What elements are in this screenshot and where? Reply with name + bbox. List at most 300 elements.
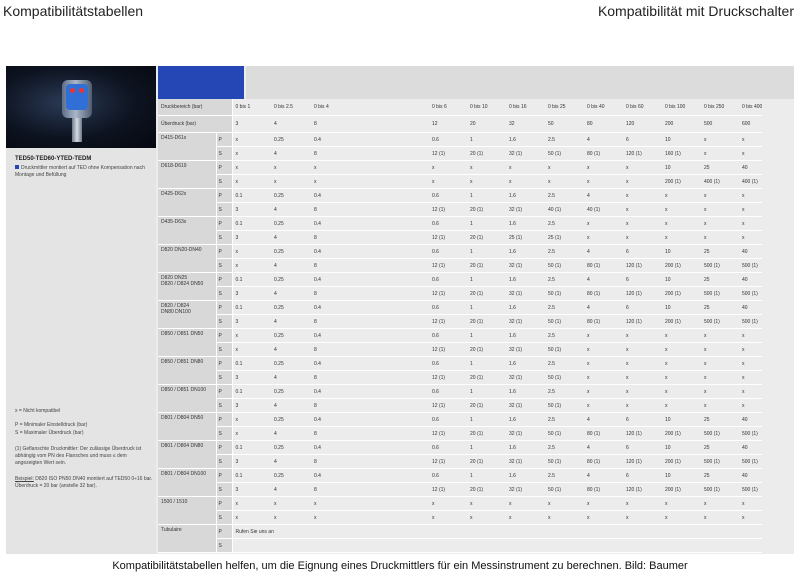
table-cell: 500 (1) xyxy=(701,483,739,497)
table-cell: x xyxy=(506,161,545,175)
table-cell: 0.4 xyxy=(311,217,350,231)
table-cell: 12 (1) xyxy=(429,427,467,441)
table-cell: 0.6 xyxy=(429,189,467,203)
table-row xyxy=(158,357,762,371)
table-cell: x xyxy=(701,385,739,399)
header-cell: 0 bis 60 xyxy=(623,99,662,116)
table-cell: x xyxy=(739,133,762,147)
gap-cell xyxy=(350,315,429,329)
table-cell: 8 xyxy=(311,343,350,357)
table-cell: x xyxy=(739,343,762,357)
table-cell: 4 xyxy=(584,245,623,259)
legend-s: S = Maximaler Überdruck (bar) xyxy=(15,430,84,436)
table-cell: x xyxy=(584,399,623,413)
table-cell: x xyxy=(739,189,762,203)
table-cell: 4 xyxy=(584,413,623,427)
table-cell: 4 xyxy=(271,259,311,273)
table-cell: x xyxy=(506,175,545,189)
table-row xyxy=(158,525,762,539)
p-marker: P xyxy=(216,245,232,259)
table-cell: 0.4 xyxy=(311,189,350,203)
row-label xyxy=(158,133,216,161)
gap-cell xyxy=(350,469,429,483)
table-cell: 0.6 xyxy=(429,273,467,287)
table-cell: 2.5 xyxy=(545,133,584,147)
gap-cell xyxy=(350,287,429,301)
row-label-text: D425-D62x xyxy=(161,191,187,197)
table-cell: 4 xyxy=(271,399,311,413)
table-cell: 32 (1) xyxy=(506,203,545,217)
table-cell: 500 (1) xyxy=(701,315,739,329)
s-marker: S xyxy=(216,371,232,385)
table-cell: 500 (1) xyxy=(701,427,739,441)
table-cell: x xyxy=(701,147,739,161)
row-label xyxy=(158,413,216,441)
table-cell: 20 (1) xyxy=(467,399,506,413)
table-row xyxy=(158,133,762,147)
compatibility-table xyxy=(158,99,762,553)
left-column xyxy=(6,66,156,554)
table-cell: x xyxy=(739,147,762,161)
table-cell: x xyxy=(584,217,623,231)
table-cell: 0.6 xyxy=(429,441,467,455)
row-label-text: D850 / D851 DN80 xyxy=(161,359,204,365)
row-label-text: D820 DN20-DN40 xyxy=(161,247,202,253)
table-cell: x xyxy=(701,497,739,511)
table-cell: x xyxy=(232,175,271,189)
table-cell: 0.25 xyxy=(271,301,311,315)
table-cell: x xyxy=(584,385,623,399)
table-cell: 4 xyxy=(271,427,311,441)
legend-example xyxy=(15,476,153,490)
table-cell: x xyxy=(662,511,701,525)
table-cell: 0.25 xyxy=(271,245,311,259)
table-cell: x xyxy=(271,175,311,189)
table-cell: 400 (1) xyxy=(701,175,739,189)
table-cell: 1.6 xyxy=(506,245,545,259)
table-cell: 2.5 xyxy=(545,217,584,231)
table-cell: x xyxy=(623,175,662,189)
table-cell: 3 xyxy=(232,455,271,469)
table-cell: x xyxy=(662,497,701,511)
p-marker: P xyxy=(216,385,232,399)
table-row xyxy=(158,441,762,455)
table-cell: 0.1 xyxy=(232,273,271,287)
table-cell: 50 (1) xyxy=(545,315,584,329)
s-marker: S xyxy=(216,175,232,189)
table-cell: 500 (1) xyxy=(739,483,762,497)
table-cell: 3 xyxy=(232,399,271,413)
table-cell: 32 (1) xyxy=(506,315,545,329)
table-cell: 3 xyxy=(232,483,271,497)
gap-cell xyxy=(350,203,429,217)
table-cell: x xyxy=(662,371,701,385)
table-cell: 12 (1) xyxy=(429,147,467,161)
s-marker: S xyxy=(216,315,232,329)
table-cell: 0.1 xyxy=(232,217,271,231)
table-row xyxy=(158,161,762,175)
row-label-text: D850 / D851 DN100 xyxy=(161,387,207,393)
table-cell: x xyxy=(584,329,623,343)
table-cell: x xyxy=(232,329,271,343)
table-cell: 200 (1) xyxy=(662,259,701,273)
header-cell: 0 bis 25 xyxy=(545,99,584,116)
gap-cell xyxy=(350,371,429,385)
table-cell: x xyxy=(584,357,623,371)
table-cell: x xyxy=(232,427,271,441)
table-cell: 500 (1) xyxy=(739,259,762,273)
table-cell: 10 xyxy=(662,469,701,483)
table-cell: 3 xyxy=(232,231,271,245)
p-marker: P xyxy=(216,217,232,231)
table-cell: 8 xyxy=(311,427,350,441)
range-row xyxy=(158,99,762,116)
table-cell: 0.25 xyxy=(271,357,311,371)
table-cell: 8 xyxy=(311,371,350,385)
row-label-text: D820 / D824 DN50 xyxy=(161,281,204,287)
table-cell: 32 (1) xyxy=(506,287,545,301)
row-label xyxy=(158,329,216,357)
table-cell: 10 xyxy=(662,273,701,287)
row-label xyxy=(158,273,216,301)
table-cell: 0.1 xyxy=(232,441,271,455)
table-cell: x xyxy=(739,329,762,343)
gap-cell xyxy=(350,161,429,175)
row-label xyxy=(158,497,216,525)
table-cell xyxy=(232,539,762,553)
table-cell: 0.25 xyxy=(271,329,311,343)
table-cell: x xyxy=(232,259,271,273)
p-marker: P xyxy=(216,497,232,511)
table-cell: 0.25 xyxy=(271,189,311,203)
table-row xyxy=(158,175,762,189)
table-cell: 50 (1) xyxy=(545,343,584,357)
row-label xyxy=(158,441,216,469)
gap-cell xyxy=(350,133,429,147)
gap-cell xyxy=(350,189,429,203)
bullet-square-icon xyxy=(15,165,19,169)
table-cell: 40 xyxy=(739,469,762,483)
row-label-text: D618-D619 xyxy=(161,163,187,169)
table-cell: x xyxy=(584,161,623,175)
table-cell: x xyxy=(623,399,662,413)
table-cell: x xyxy=(545,511,584,525)
p-marker: P xyxy=(216,301,232,315)
table-cell: x xyxy=(623,343,662,357)
table-cell: 120 (1) xyxy=(623,287,662,301)
table-cell: x xyxy=(662,329,701,343)
table-cell: x xyxy=(429,511,467,525)
table-cell: 12 (1) xyxy=(429,399,467,413)
table-row xyxy=(158,385,762,399)
table-cell: 2.5 xyxy=(545,189,584,203)
gap-cell xyxy=(350,147,429,161)
p-marker: P xyxy=(216,441,232,455)
table-cell: x xyxy=(311,511,350,525)
s-marker: S xyxy=(216,427,232,441)
table-cell: 0.6 xyxy=(429,357,467,371)
table-cell: 120 (1) xyxy=(623,147,662,161)
table-cell: 500 (1) xyxy=(701,287,739,301)
s-marker: S xyxy=(216,539,232,553)
s-marker: S xyxy=(216,343,232,357)
table-cell: 12 (1) xyxy=(429,203,467,217)
table-cell: 20 (1) xyxy=(467,259,506,273)
legend-footnote: (1) Geflanschte Druckmittler: Der zulässige Überdruck ist abhängig vom PN des Flansches und muss ≤ dem angezeigten Wert sein. xyxy=(15,446,142,466)
table-cell: 4 xyxy=(584,189,623,203)
table-cell: 32 (1) xyxy=(506,427,545,441)
gap-cell xyxy=(350,483,429,497)
table-cell: 1 xyxy=(467,357,506,371)
table-cell: 160 (1) xyxy=(662,147,701,161)
header-cell: 0 bis 40 xyxy=(584,99,623,116)
table-cell: 200 (1) xyxy=(662,427,701,441)
table-row xyxy=(158,427,762,441)
gap-cell xyxy=(350,511,429,525)
table-cell: 4 xyxy=(584,301,623,315)
table-cell: x xyxy=(701,217,739,231)
table-cell: x xyxy=(701,511,739,525)
table-cell: 20 (1) xyxy=(467,343,506,357)
table-cell: 200 (1) xyxy=(662,455,701,469)
table-cell: x xyxy=(271,511,311,525)
table-cell: x xyxy=(739,203,762,217)
table-cell: x xyxy=(232,497,271,511)
table-cell: x xyxy=(701,343,739,357)
table-cell: x xyxy=(662,399,701,413)
table-cell: x xyxy=(739,511,762,525)
header-cell: 80 xyxy=(584,116,623,133)
table-row xyxy=(158,343,762,357)
p-marker: P xyxy=(216,357,232,371)
table-cell: x xyxy=(429,175,467,189)
table-cell: 120 (1) xyxy=(623,259,662,273)
table-cell: x xyxy=(623,497,662,511)
gap-cell xyxy=(350,116,429,133)
table-cell: 2.5 xyxy=(545,357,584,371)
header-cell: 12 xyxy=(429,116,467,133)
table-cell: 3 xyxy=(232,287,271,301)
table-cell: 50 (1) xyxy=(545,371,584,385)
table-cell: 25 xyxy=(701,469,739,483)
table-cell: x xyxy=(311,175,350,189)
table-cell: x xyxy=(662,189,701,203)
example-label: Beispiel: xyxy=(15,476,34,482)
table-cell: 32 (1) xyxy=(506,455,545,469)
table-cell: 0.25 xyxy=(271,133,311,147)
s-marker: S xyxy=(216,511,232,525)
table-cell: 0.4 xyxy=(311,469,350,483)
table-row xyxy=(158,497,762,511)
table-cell: 6 xyxy=(623,301,662,315)
gap-cell xyxy=(350,217,429,231)
table-cell: x xyxy=(739,217,762,231)
s-marker: S xyxy=(216,455,232,469)
table-cell: 10 xyxy=(662,441,701,455)
table-cell: 1 xyxy=(467,329,506,343)
table-cell: 12 (1) xyxy=(429,371,467,385)
table-cell: x xyxy=(232,161,271,175)
table-cell: 25 xyxy=(701,161,739,175)
table-cell: 2.5 xyxy=(545,413,584,427)
table-cell: 500 (1) xyxy=(739,455,762,469)
table-cell: 32 (1) xyxy=(506,343,545,357)
table-cell: 3 xyxy=(232,371,271,385)
table-cell: 3 xyxy=(232,203,271,217)
gap-cell xyxy=(350,357,429,371)
table-cell: 25 xyxy=(701,245,739,259)
table-cell: 12 (1) xyxy=(429,343,467,357)
table-cell: 2.5 xyxy=(545,301,584,315)
product-photo xyxy=(6,66,156,148)
legend-p: P = Minimaler Einstelldruck (bar) xyxy=(15,422,88,428)
table-cell: x xyxy=(545,161,584,175)
table-cell: x xyxy=(701,357,739,371)
table-cell: 80 (1) xyxy=(584,287,623,301)
table-cell: 40 (1) xyxy=(584,203,623,217)
row-label xyxy=(158,301,216,329)
p-marker: P xyxy=(216,329,232,343)
table-cell: x xyxy=(701,329,739,343)
overpressure-row-label: Überdruck (bar) xyxy=(158,116,232,133)
table-row xyxy=(158,399,762,413)
table-cell: 8 xyxy=(311,455,350,469)
row-label-text: D820 / D824 xyxy=(161,303,190,309)
s-marker: S xyxy=(216,147,232,161)
table-cell: x xyxy=(623,161,662,175)
call-us-text: Rufen Sie uns an xyxy=(232,525,762,539)
table-cell: 0.4 xyxy=(311,385,350,399)
table-row xyxy=(158,539,762,553)
gap-cell xyxy=(350,343,429,357)
row-label-text: 1500 / 1510 xyxy=(161,499,188,505)
table-cell: 1.6 xyxy=(506,469,545,483)
table-cell: x xyxy=(623,189,662,203)
header-cell: 0 bis 400 xyxy=(739,99,762,116)
table-cell: 0.4 xyxy=(311,329,350,343)
table-cell: 0.4 xyxy=(311,301,350,315)
table-cell: 32 (1) xyxy=(506,259,545,273)
table-cell: 20 (1) xyxy=(467,315,506,329)
table-cell: 500 (1) xyxy=(739,315,762,329)
table-cell: 4 xyxy=(271,203,311,217)
table-cell: 8 xyxy=(311,259,350,273)
table-cell: x xyxy=(739,371,762,385)
table-cell: 80 (1) xyxy=(584,147,623,161)
table-cell: 12 (1) xyxy=(429,315,467,329)
header-cell: 0 bis 6 xyxy=(429,99,467,116)
table-cell: 50 (1) xyxy=(545,427,584,441)
table-cell: x xyxy=(232,413,271,427)
table-cell: 1 xyxy=(467,385,506,399)
table-cell: 1.6 xyxy=(506,329,545,343)
table-cell: 0.6 xyxy=(429,217,467,231)
table-cell: x xyxy=(701,399,739,413)
table-cell: 1 xyxy=(467,441,506,455)
table-row xyxy=(158,245,762,259)
table-cell: x xyxy=(662,203,701,217)
table-cell: 4 xyxy=(271,147,311,161)
table-row xyxy=(158,371,762,385)
table-cell: 8 xyxy=(311,231,350,245)
row-label xyxy=(158,357,216,385)
image-caption: Kompatibilitätstabellen helfen, um die Eignung eines Druckmittlers für ein Messinstrument zu berechnen. Bild: Baumer xyxy=(112,560,688,572)
table-cell: 0.6 xyxy=(429,329,467,343)
table-cell: 200 (1) xyxy=(662,287,701,301)
gap-cell xyxy=(350,273,429,287)
table-cell: 4 xyxy=(271,343,311,357)
table-cell: 0.1 xyxy=(232,189,271,203)
row-label xyxy=(158,189,216,217)
table-row xyxy=(158,301,762,315)
table-cell: 12 (1) xyxy=(429,483,467,497)
table-row xyxy=(158,413,762,427)
header-cell: 0 bis 100 xyxy=(662,99,701,116)
table-row xyxy=(158,287,762,301)
table-cell: 2.5 xyxy=(545,245,584,259)
table-cell: x xyxy=(623,231,662,245)
table-cell: 2.5 xyxy=(545,329,584,343)
header-cell: 50 xyxy=(545,116,584,133)
compatibility-panel xyxy=(6,66,794,554)
sensor-led-icon xyxy=(79,88,84,93)
table-cell: x xyxy=(623,217,662,231)
table-cell: 1 xyxy=(467,273,506,287)
table-cell: x xyxy=(429,161,467,175)
table-cell: 40 xyxy=(739,413,762,427)
table-cell: 40 xyxy=(739,441,762,455)
table-cell: 50 (1) xyxy=(545,455,584,469)
table-cell: 32 (1) xyxy=(506,147,545,161)
table-cell: 10 xyxy=(662,245,701,259)
table-cell: 50 (1) xyxy=(545,399,584,413)
s-marker: S xyxy=(216,483,232,497)
header-cell: 3 xyxy=(232,116,271,133)
table-cell: x xyxy=(701,189,739,203)
table-cell: x xyxy=(739,357,762,371)
table-cell: 25 xyxy=(701,441,739,455)
table-cell: 0.6 xyxy=(429,245,467,259)
table-cell: 12 (1) xyxy=(429,231,467,245)
row-label-text: D850 / D851 DN50 xyxy=(161,331,204,337)
table-row xyxy=(158,329,762,343)
table-cell: 40 xyxy=(739,161,762,175)
table-cell: 1.6 xyxy=(506,273,545,287)
table-cell: 50 (1) xyxy=(545,287,584,301)
table-cell: x xyxy=(623,357,662,371)
p-marker: P xyxy=(216,525,232,539)
sensor-led-icon xyxy=(70,88,75,93)
table-cell: x xyxy=(467,175,506,189)
header-cell: 600 xyxy=(739,116,762,133)
table-cell: x xyxy=(232,511,271,525)
table-cell: x xyxy=(662,217,701,231)
table-cell: 4 xyxy=(584,133,623,147)
table-cell: 25 (1) xyxy=(545,231,584,245)
table-cell: x xyxy=(584,511,623,525)
table-cell: 4 xyxy=(271,287,311,301)
row-label-text: D801 / D804 DN50 xyxy=(161,415,204,421)
table-cell: 32 (1) xyxy=(506,483,545,497)
table-cell: 200 (1) xyxy=(662,175,701,189)
table-cell: 12 (1) xyxy=(429,455,467,469)
row-label xyxy=(158,469,216,497)
table-cell: 2.5 xyxy=(545,441,584,455)
row-label xyxy=(158,217,216,245)
table-cell: 80 (1) xyxy=(584,483,623,497)
table-cell: x xyxy=(429,497,467,511)
table-cell: 20 (1) xyxy=(467,371,506,385)
